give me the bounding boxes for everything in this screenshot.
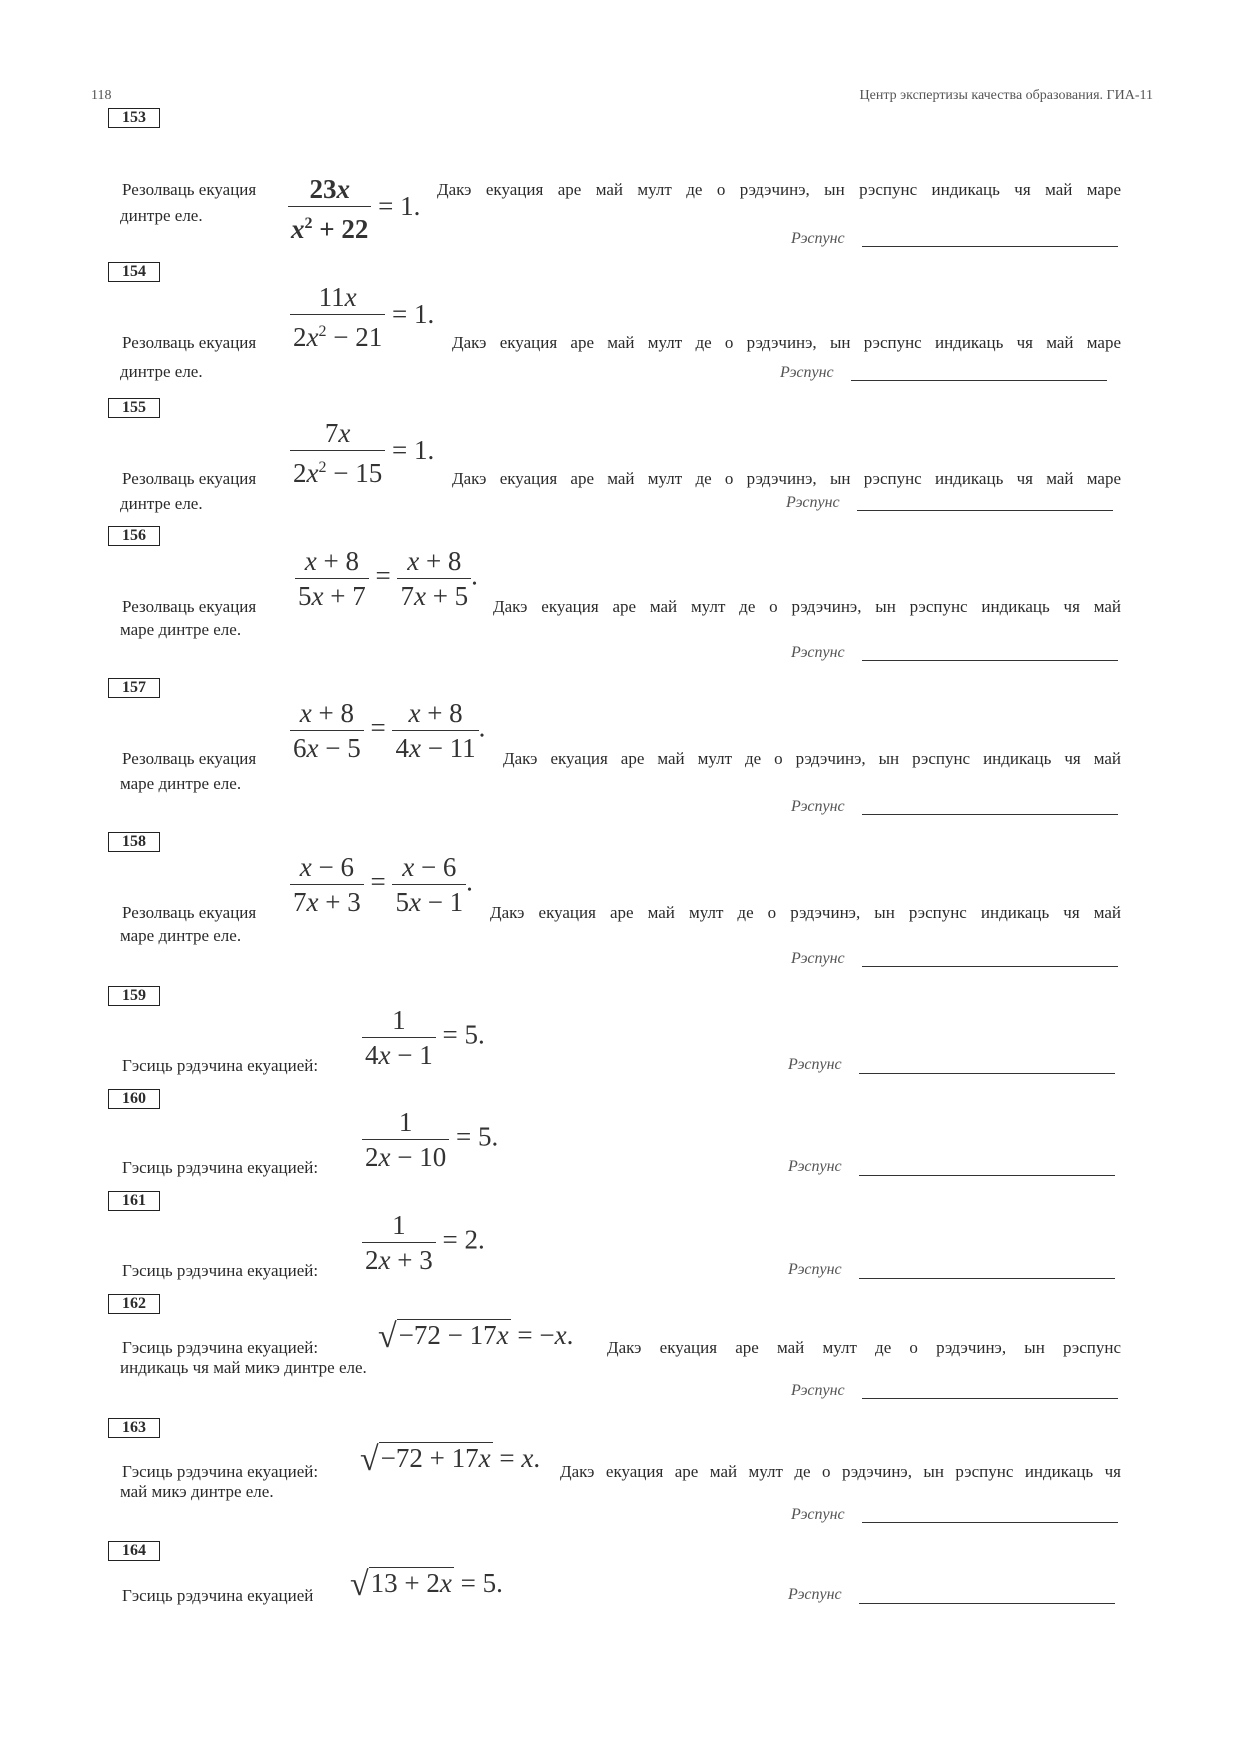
numerator: 1 [362, 1003, 436, 1038]
equation [362, 1105, 498, 1174]
problem-lead: Резолваць екуация [122, 180, 257, 199]
problem-number: 161 [108, 1191, 160, 1211]
problem-tail: май микэ динтре еле. [120, 1482, 274, 1501]
equation [290, 280, 434, 354]
denominator: 7x + 3 [293, 887, 361, 917]
problem-number: 164 [108, 1541, 160, 1561]
answer-line[interactable] [857, 510, 1113, 511]
problem-lead: Гэсиць рэдэчина екуацией: [122, 1261, 319, 1280]
denominator: 2x − 10 [365, 1142, 447, 1172]
problem-lead: Резолваць екуация [122, 469, 257, 488]
problem-lead: Гэсиць рэдэчина екуацией: [122, 1056, 319, 1075]
problem-tail: маре динтре еле. [120, 926, 242, 945]
problem-lead: Резолваць екуация [122, 597, 257, 616]
problem-lead: Резолваць екуация [122, 903, 257, 922]
numerator: 23x [288, 172, 371, 207]
problem-continuation: Дакэ екуация аре май мулт де о рэдэчинэ, ын рэспунс индикаць чя май маре [437, 180, 1121, 199]
page-header: Центр экспертизы качества образования. ГИА-11 [859, 88, 1153, 103]
answer-line[interactable] [859, 1073, 1115, 1074]
problem-number: 163 [108, 1418, 160, 1438]
denominator: 4x − 11 [395, 733, 476, 763]
equation-rhs: = −x. [510, 1320, 574, 1350]
problem-number: 160 [108, 1089, 160, 1109]
numerator: 7x [290, 416, 385, 451]
problem-tail: маре динтре еле. [120, 620, 242, 639]
sqrt-icon: √ [350, 1566, 369, 1603]
problem-continuation: Дакэ екуация аре май мулт де о рэдэчинэ, ын рэспунс индикаць чя [560, 1462, 1121, 1481]
answer-line[interactable] [862, 1522, 1118, 1523]
equation-rhs: = 1. [385, 435, 435, 466]
problem-number: 154 [108, 262, 160, 282]
answer-line[interactable] [851, 380, 1107, 381]
numerator: x + 8 [397, 544, 471, 579]
equation-rhs: = 2. [435, 1224, 485, 1255]
numerator: x + 8 [392, 696, 478, 731]
answer-label: Рэспунс [791, 950, 845, 967]
equation-rhs: = 1. [371, 191, 421, 222]
equation [360, 1441, 540, 1479]
problem-lead: Резолваць екуация [122, 749, 257, 768]
answer-label: Рэспунс [788, 1056, 842, 1073]
radicand: −72 − 17x [398, 1320, 509, 1350]
answer-line[interactable] [859, 1278, 1115, 1279]
denominator: 6x − 5 [293, 733, 361, 763]
numerator: 1 [362, 1208, 436, 1243]
answer-label: Рэспунс [791, 230, 845, 247]
problem-continuation: Дакэ екуация аре май мулт де о рэдэчинэ, ын рэспунс индикаць чя май [493, 597, 1121, 616]
problem-continuation: Дакэ екуация аре май мулт де о рэдэчинэ, ын рэспунс индикаць чя май [503, 749, 1121, 768]
problem-tail: динтре еле. [120, 206, 203, 225]
numerator: x + 8 [290, 696, 364, 731]
problem-lead: Гэсиць рэдэчина екуацией [122, 1586, 314, 1605]
radicand: 13 + 2x [370, 1568, 452, 1598]
problem-number: 159 [108, 986, 160, 1006]
page-number: 118 [91, 88, 112, 103]
denominator: 7x + 5 [400, 581, 469, 611]
denominator: 5x − 1 [395, 887, 464, 917]
answer-label: Рэспунс [786, 494, 840, 511]
radicand: −72 + 17x [380, 1443, 491, 1473]
denominator: 4x − 1 [365, 1040, 433, 1070]
problem-continuation: Дакэ екуация аре май мулт де о рэдэчинэ, ын рэспунс индикаць чя май маре [452, 333, 1121, 352]
equation [362, 1003, 485, 1072]
equation-rhs: = 5. [449, 1121, 499, 1152]
answer-line[interactable] [862, 814, 1118, 815]
answer-line[interactable] [859, 1175, 1115, 1176]
problem-tail: маре динтре еле. [120, 774, 242, 793]
problem-number: 153 [108, 108, 160, 128]
problem-lead: Гэсиць рэдэчина екуацией: [122, 1158, 319, 1177]
equation-rhs: = 5. [453, 1568, 503, 1598]
problem-lead: Гэсиць рэдэчина екуацией: [122, 1338, 319, 1357]
answer-line[interactable] [862, 660, 1118, 661]
equation: $\frac{x - 6}{7x + 3}$ = $\frac{x - 6}{5x - 1}$ . [290, 850, 473, 919]
equation [288, 172, 420, 246]
denominator: 2x + 3 [365, 1245, 433, 1275]
problem-tail: динтре еле. [120, 494, 203, 513]
problem-number: 157 [108, 678, 160, 698]
problem-number: 155 [108, 398, 160, 418]
denominator: $x^2 + 22$ [291, 214, 369, 244]
equation [290, 416, 434, 490]
answer-line[interactable] [859, 1603, 1115, 1604]
numerator: x − 6 [392, 850, 466, 885]
problem-lead: Резолваць екуация [122, 333, 257, 352]
equation [378, 1318, 573, 1356]
answer-label: Рэспунс [788, 1261, 842, 1278]
equation-rhs: = 5. [435, 1019, 485, 1050]
numerator: x − 6 [290, 850, 364, 885]
problem-number: 158 [108, 832, 160, 852]
numerator: 1 [362, 1105, 449, 1140]
sqrt-icon: √ [378, 1318, 397, 1355]
answer-label: Рэспунс [791, 644, 845, 661]
answer-label: Рэспунс [780, 364, 834, 381]
denominator: $2x^2 - 15$ [293, 458, 383, 488]
answer-label: Рэспунс [788, 1158, 842, 1175]
sqrt-icon: √ [360, 1441, 379, 1478]
numerator: 11x [290, 280, 385, 315]
answer-label: Рэспунс [791, 1506, 845, 1523]
answer-line[interactable] [862, 1398, 1118, 1399]
problem-tail: индикаць чя май микэ динтре еле. [120, 1358, 367, 1377]
equation-rhs: = x. [492, 1443, 541, 1473]
equation: $\frac{x + 8}{6x - 5}$ = $\frac{x + 8}{4x - 11}$ . [290, 696, 485, 765]
problem-number: 162 [108, 1294, 160, 1314]
answer-label: Рэспунс [788, 1586, 842, 1603]
answer-label: Рэспунс [791, 1382, 845, 1399]
problem-continuation: Дакэ екуация аре май мулт де о рэдэчинэ, ын рэспунс индикаць чя май [490, 903, 1121, 922]
answer-line[interactable] [862, 246, 1118, 247]
problem-continuation: Дакэ екуация аре май мулт де о рэдэчинэ, ын рэспунс [607, 1338, 1121, 1357]
denominator: 5x + 7 [298, 581, 366, 611]
equation-rhs: = 1. [385, 299, 435, 330]
problem-number: 156 [108, 526, 160, 546]
equation: $\frac{x + 8}{5x + 7}$ = $\frac{x + 8}{7x + 5}$ . [295, 544, 478, 613]
problem-lead: Гэсиць рэдэчина екуацией: [122, 1462, 319, 1481]
problem-continuation: Дакэ екуация аре май мулт де о рэдэчинэ, ын рэспунс индикаць чя май маре [452, 469, 1121, 488]
numerator: x + 8 [295, 544, 369, 579]
answer-line[interactable] [862, 966, 1118, 967]
equation [362, 1208, 485, 1277]
problem-tail: динтре еле. [120, 362, 203, 381]
equation [350, 1566, 503, 1604]
answer-label: Рэспунс [791, 798, 845, 815]
denominator: $2x^2 - 21$ [293, 322, 383, 352]
